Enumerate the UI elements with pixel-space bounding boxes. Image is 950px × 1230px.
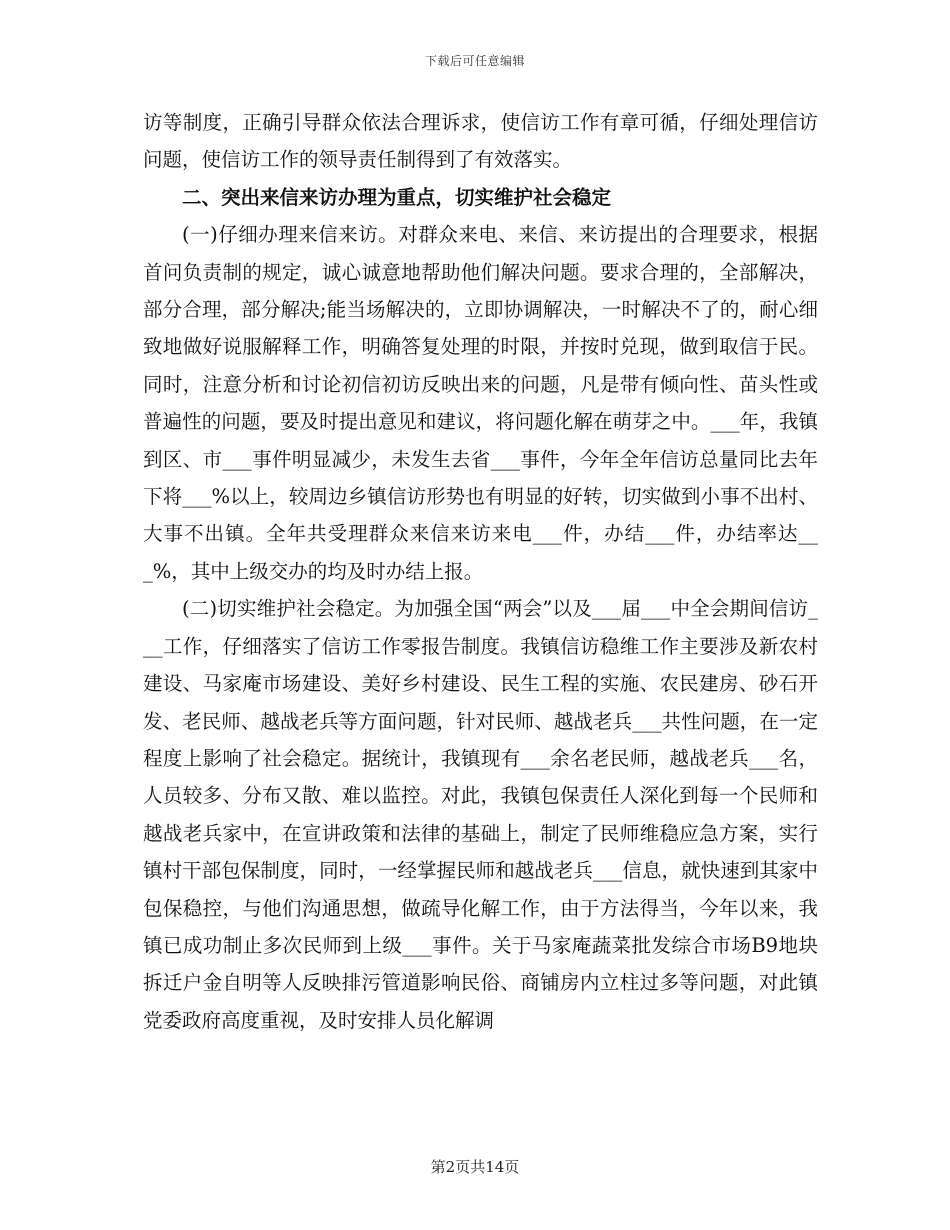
page-header: 下载后可任意编辑 [424, 54, 525, 68]
paragraph-continuation: 访等制度，正确引导群众依法合理诉求，使信访工作有章可循，仔细处理信访问题，使信访工作的领导责任制得到了有效落实。 [143, 111, 818, 172]
document-body [143, 104, 818, 1039]
paragraph-item-2: (二)切实维护社会稳定。为加强全国“两会”以及___届___中全会期间信访___工作，仔细落实了信访工作零报告制度。我镇信访稳维工作主要涉及新农村建设、马家庵市场建设、美好乡村建设、民生工程的实施、农民建房、砂石开发、老民师、越战老兵等方面问题，针对民师、越战老兵___共性问题，在一定程度上影响了社会稳定。据统计，我镇现有___余名老民师，越战老兵___名，人员较多、分布又散、难以监控。对此，我镇包保责任人深化到每一个民师和越战老兵家中，在宣讲政策和法律的基础上，制定了民师维稳应急方案，实行镇村干部包保制度，同时，一经掌握民师和越战老兵___信息，就快速到其家中包保稳控，与他们沟通思想，做疏导化解工作，由于方法得当，今年以来，我镇已成功制止多次民师到上级___事件。关于马家庵蔬菜批发综合市场B9地块拆迁户金自明等人反映排污管道影响民俗、商铺房内立柱过多等问题，对此镇党委政府高度重视，及时安排人员化解调 [143, 597, 818, 1032]
paragraph-item-1: (一)仔细办理来信来访。对群众来电、来信、来访提出的合理要求，根据首问负责制的规定，诚心诚意地帮助他们解决问题。要求合理的，全部解决，部分合理，部分解决;能当场解决的，立即协调解决，一时解决不了的，耐心细致地做好说服解释工作，明确答复处理的时限，并按时兑现，做到取信于民。同时，注意分析和讨论初信初访反映出来的问题，凡是带有倾向性、苗头性或普遍性的问题，要及时提出意见和建议，将问题化解在萌芽之中。___年，我镇到区、市___事件明显减少，未发生去省___事件，今年全年信访总量同比去年下将___%以上，较周边乡镇信访形势也有明显的好转，切实做到小事不出村、大事不出镇。全年共受理群众来信来访来电___件，办结___件，办结率达___%，其中上级交办的均及时办结上报。 [143, 223, 818, 583]
section-heading: 二、突出来信来访办理为重点，切实维护社会稳定 [182, 185, 612, 209]
page-number-footer: 第2页共14页 [430, 1158, 520, 1176]
